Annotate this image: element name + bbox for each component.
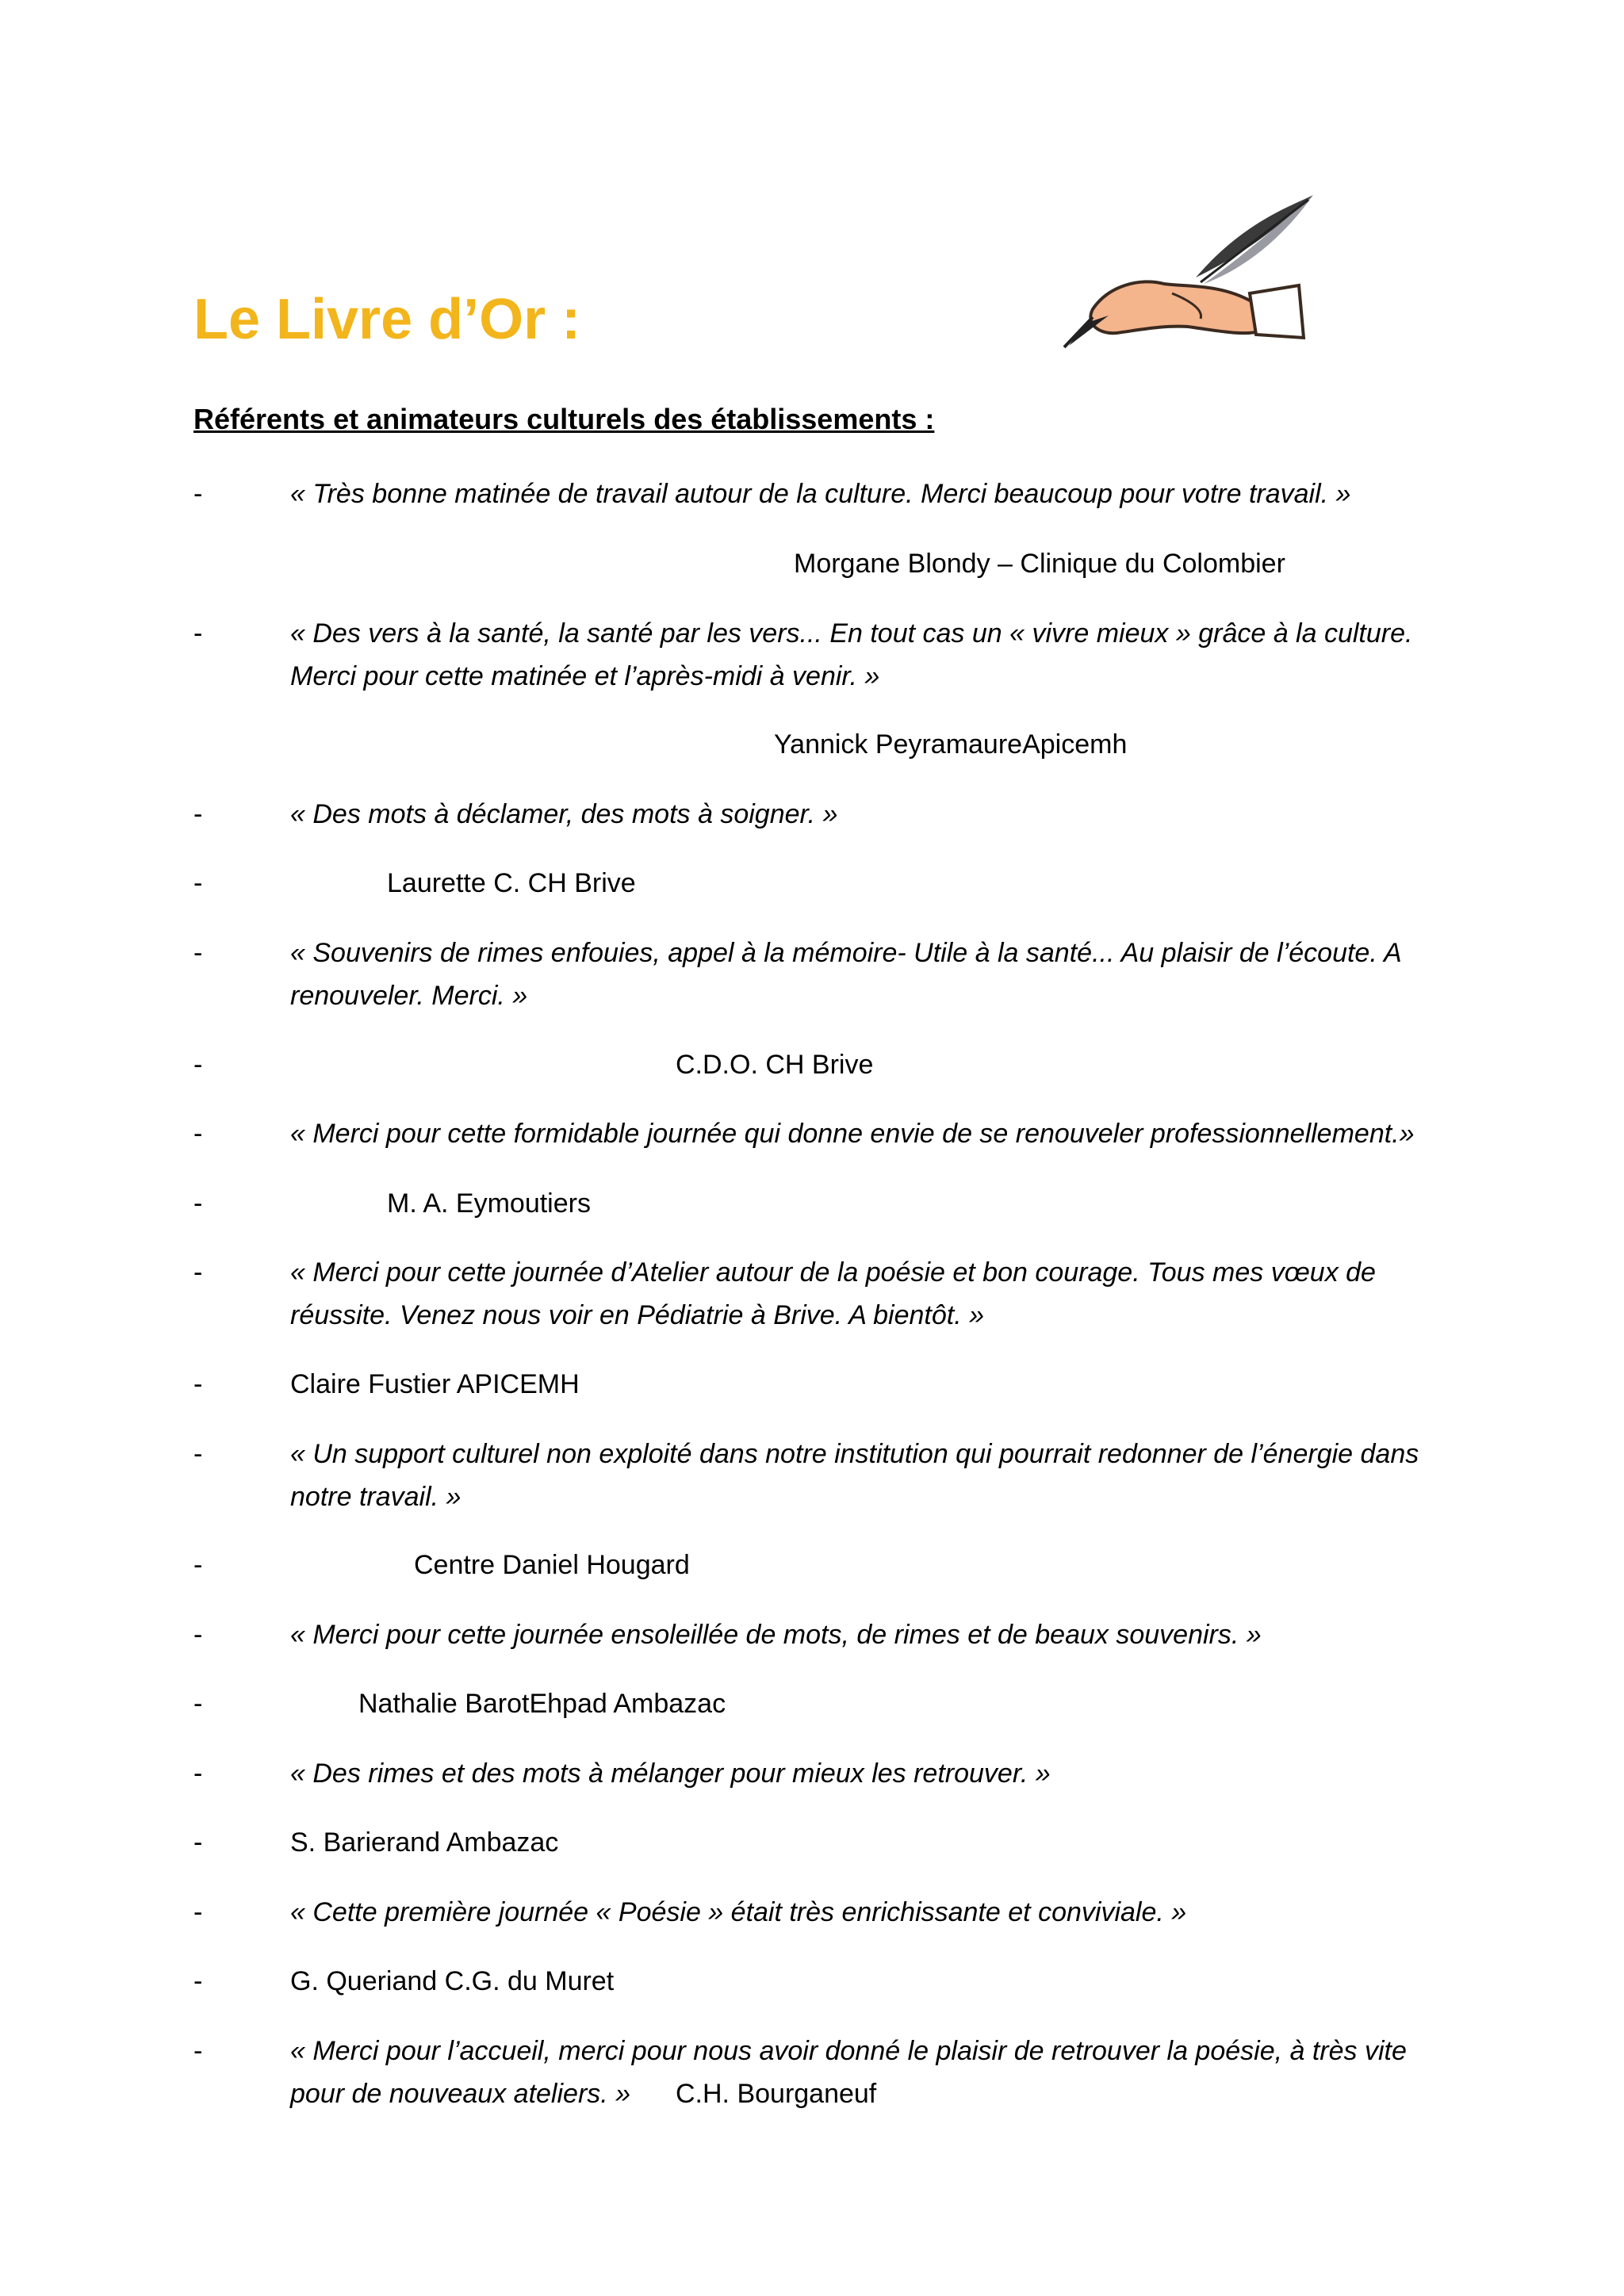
signature-text: Centre Daniel Hougard xyxy=(414,1550,690,1580)
quote-text: « Un support culturel non exploité dans notre institution qui pourrait redonner de l’énergie dans xyxy=(290,1439,1419,1469)
quote-text: « Souvenirs de rimes enfouies, appel à la mémoire- Utile à la santé... Au plaisir de l’écoute. A xyxy=(290,938,1402,968)
signature-text: C.H. Bourganeuf xyxy=(676,2079,877,2109)
bullet-dash: - xyxy=(193,1758,203,1789)
bullet-dash: - xyxy=(193,868,203,898)
bullet-dash: - xyxy=(193,799,203,829)
signature-text: Claire Fustier APICEMH xyxy=(290,1369,580,1399)
signature-text: S. Barierand Ambazac xyxy=(290,1827,559,1858)
quote-text: « Merci pour cette journée d’Atelier autour de la poésie et bon courage. Tous mes vœux de xyxy=(290,1257,1376,1288)
quote-text-continued: pour de nouveaux ateliers. » xyxy=(290,2079,631,2109)
quote-text: « Des mots à déclamer, des mots à soigner. » xyxy=(290,799,838,829)
bullet-dash: - xyxy=(193,1620,203,1650)
quote-text: « Merci pour cette formidable journée qui donne envie de se renouveler professionnellement.» xyxy=(290,1119,1415,1149)
quote-text: « Très bonne matinée de travail autour de la culture. Merci beaucoup pour votre travail. » xyxy=(290,479,1351,509)
quote-text-continued: réussite. Venez nous voir en Pédiatrie à Brive. A bientôt. » xyxy=(290,1300,985,1330)
signature-text: C.D.O. CH Brive xyxy=(676,1050,874,1080)
signature-text: Nathalie BarotEhpad Ambazac xyxy=(358,1689,726,1719)
bullet-dash: - xyxy=(193,1369,203,1399)
hand-holding-quill-icon xyxy=(1061,190,1323,349)
bullet-dash: - xyxy=(193,1050,203,1080)
signature-text: M. A. Eymoutiers xyxy=(387,1188,591,1219)
bullet-dash: - xyxy=(193,1550,203,1580)
bullet-dash: - xyxy=(193,1689,203,1719)
bullet-dash: - xyxy=(193,1897,203,1927)
signature-text: Laurette C. CH Brive xyxy=(387,868,636,898)
quote-text-continued: renouveler. Merci. » xyxy=(290,981,528,1011)
signature-text: Morgane Blondy – Clinique du Colombier xyxy=(794,549,1285,579)
quote-text: « Des rimes et des mots à mélanger pour mieux les retrouver. » xyxy=(290,1758,1051,1789)
signature-text: Yannick PeyramaureApicemh xyxy=(774,729,1128,760)
bullet-dash: - xyxy=(193,1966,203,1996)
quote-text: « Cette première journée « Poésie » était très enrichissante et conviviale. » xyxy=(290,1897,1187,1927)
bullet-dash: - xyxy=(193,1439,203,1469)
quote-text-continued: notre travail. » xyxy=(290,1482,462,1512)
bullet-dash: - xyxy=(193,2036,203,2066)
quote-text: « Merci pour cette journée ensoleillée de mots, de rimes et de beaux souvenirs. » xyxy=(290,1620,1262,1650)
bullet-dash: - xyxy=(193,1188,203,1219)
bullet-dash: - xyxy=(193,1257,203,1288)
bullet-dash: - xyxy=(193,1119,203,1149)
bullet-dash: - xyxy=(193,618,203,649)
quote-text: « Des vers à la santé, la santé par les vers... En tout cas un « vivre mieux » grâce à la culture. xyxy=(290,618,1413,649)
section-heading: Référents et animateurs culturels des établissements : xyxy=(193,403,935,435)
quote-text-continued: Merci pour cette matinée et l’après-midi à venir. » xyxy=(290,661,880,691)
bullet-dash: - xyxy=(193,938,203,968)
page-title: Le Livre d’Or : xyxy=(193,288,581,351)
quote-text: « Merci pour l’accueil, merci pour nous avoir donné le plaisir de retrouver la poésie, à très vite xyxy=(290,2036,1407,2066)
signature-text: G. Queriand C.G. du Muret xyxy=(290,1966,615,1996)
bullet-dash: - xyxy=(193,479,203,509)
bullet-dash: - xyxy=(193,1827,203,1858)
